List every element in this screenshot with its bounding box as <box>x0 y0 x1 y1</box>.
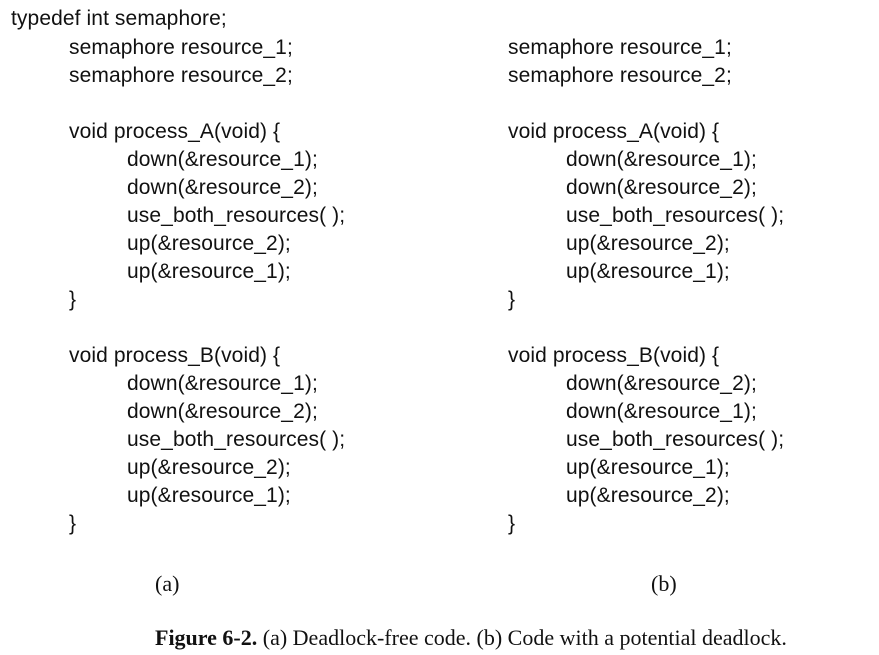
panel-b-proc-b-close: } <box>508 512 516 535</box>
figure-caption <box>155 624 787 652</box>
panel-b-proc-a-line-4: up(&resource_2); <box>566 232 730 255</box>
panel-a-proc-b-line-3: use_both_resources( ); <box>127 428 346 451</box>
panel-b-proc-a-header: void process_A(void) { <box>508 120 720 143</box>
panel-a-proc-a-line-4: up(&resource_2); <box>127 232 291 255</box>
panel-a-proc-a-line-1: down(&resource_1); <box>127 148 318 171</box>
panel-b-decl-2: semaphore resource_2; <box>508 64 732 87</box>
panel-a-proc-b-line-4: up(&resource_2); <box>127 456 291 479</box>
panel-b-proc-a-line-1: down(&resource_1); <box>566 148 757 171</box>
panel-b-proc-b-line-4: up(&resource_1); <box>566 456 730 479</box>
panel-a-proc-a-line-5: up(&resource_1); <box>127 260 291 283</box>
panel-a-proc-b-line-5: up(&resource_1); <box>127 484 291 507</box>
panel-b-proc-a-close: } <box>508 288 516 311</box>
panel-a-proc-b-close: } <box>69 512 77 535</box>
panel-a-proc-a-line-2: down(&resource_2); <box>127 176 318 199</box>
panel-a-proc-b-line-2: down(&resource_2); <box>127 400 318 423</box>
panel-a-proc-b-line-1: down(&resource_1); <box>127 372 318 395</box>
panel-a-decl-2: semaphore resource_2; <box>69 64 293 87</box>
panel-b-label: (b) <box>651 571 677 596</box>
panel-a-proc-a-line-3: use_both_resources( ); <box>127 204 346 227</box>
panel-b-decl-1: semaphore resource_1; <box>508 36 732 59</box>
panel-a-proc-a-close: } <box>69 288 77 311</box>
panel-b-proc-b-line-1: down(&resource_2); <box>566 372 757 395</box>
panel-a-proc-b-header: void process_B(void) { <box>69 344 281 367</box>
panel-b-proc-b-header: void process_B(void) { <box>508 344 720 367</box>
panel-b-proc-b-line-2: down(&resource_1); <box>566 400 757 423</box>
panel-b-proc-a-line-5: up(&resource_1); <box>566 260 730 283</box>
panel-a-proc-a-header: void process_A(void) { <box>69 120 281 143</box>
caption-text: (a) Deadlock-free code. (b) Code with a potential deadlock. <box>257 625 787 650</box>
figure-label: Figure 6-2. <box>155 625 258 650</box>
panel-b-proc-b-line-3: use_both_resources( ); <box>566 428 785 451</box>
panel-a-label: (a) <box>155 571 180 596</box>
panel-b-proc-a-line-3: use_both_resources( ); <box>566 204 785 227</box>
panel-b-proc-a-line-2: down(&resource_2); <box>566 176 757 199</box>
panel-a-decl-1: semaphore resource_1; <box>69 36 293 59</box>
typedef-line: typedef int semaphore; <box>11 7 227 30</box>
panel-b-proc-b-line-5: up(&resource_2); <box>566 484 730 507</box>
